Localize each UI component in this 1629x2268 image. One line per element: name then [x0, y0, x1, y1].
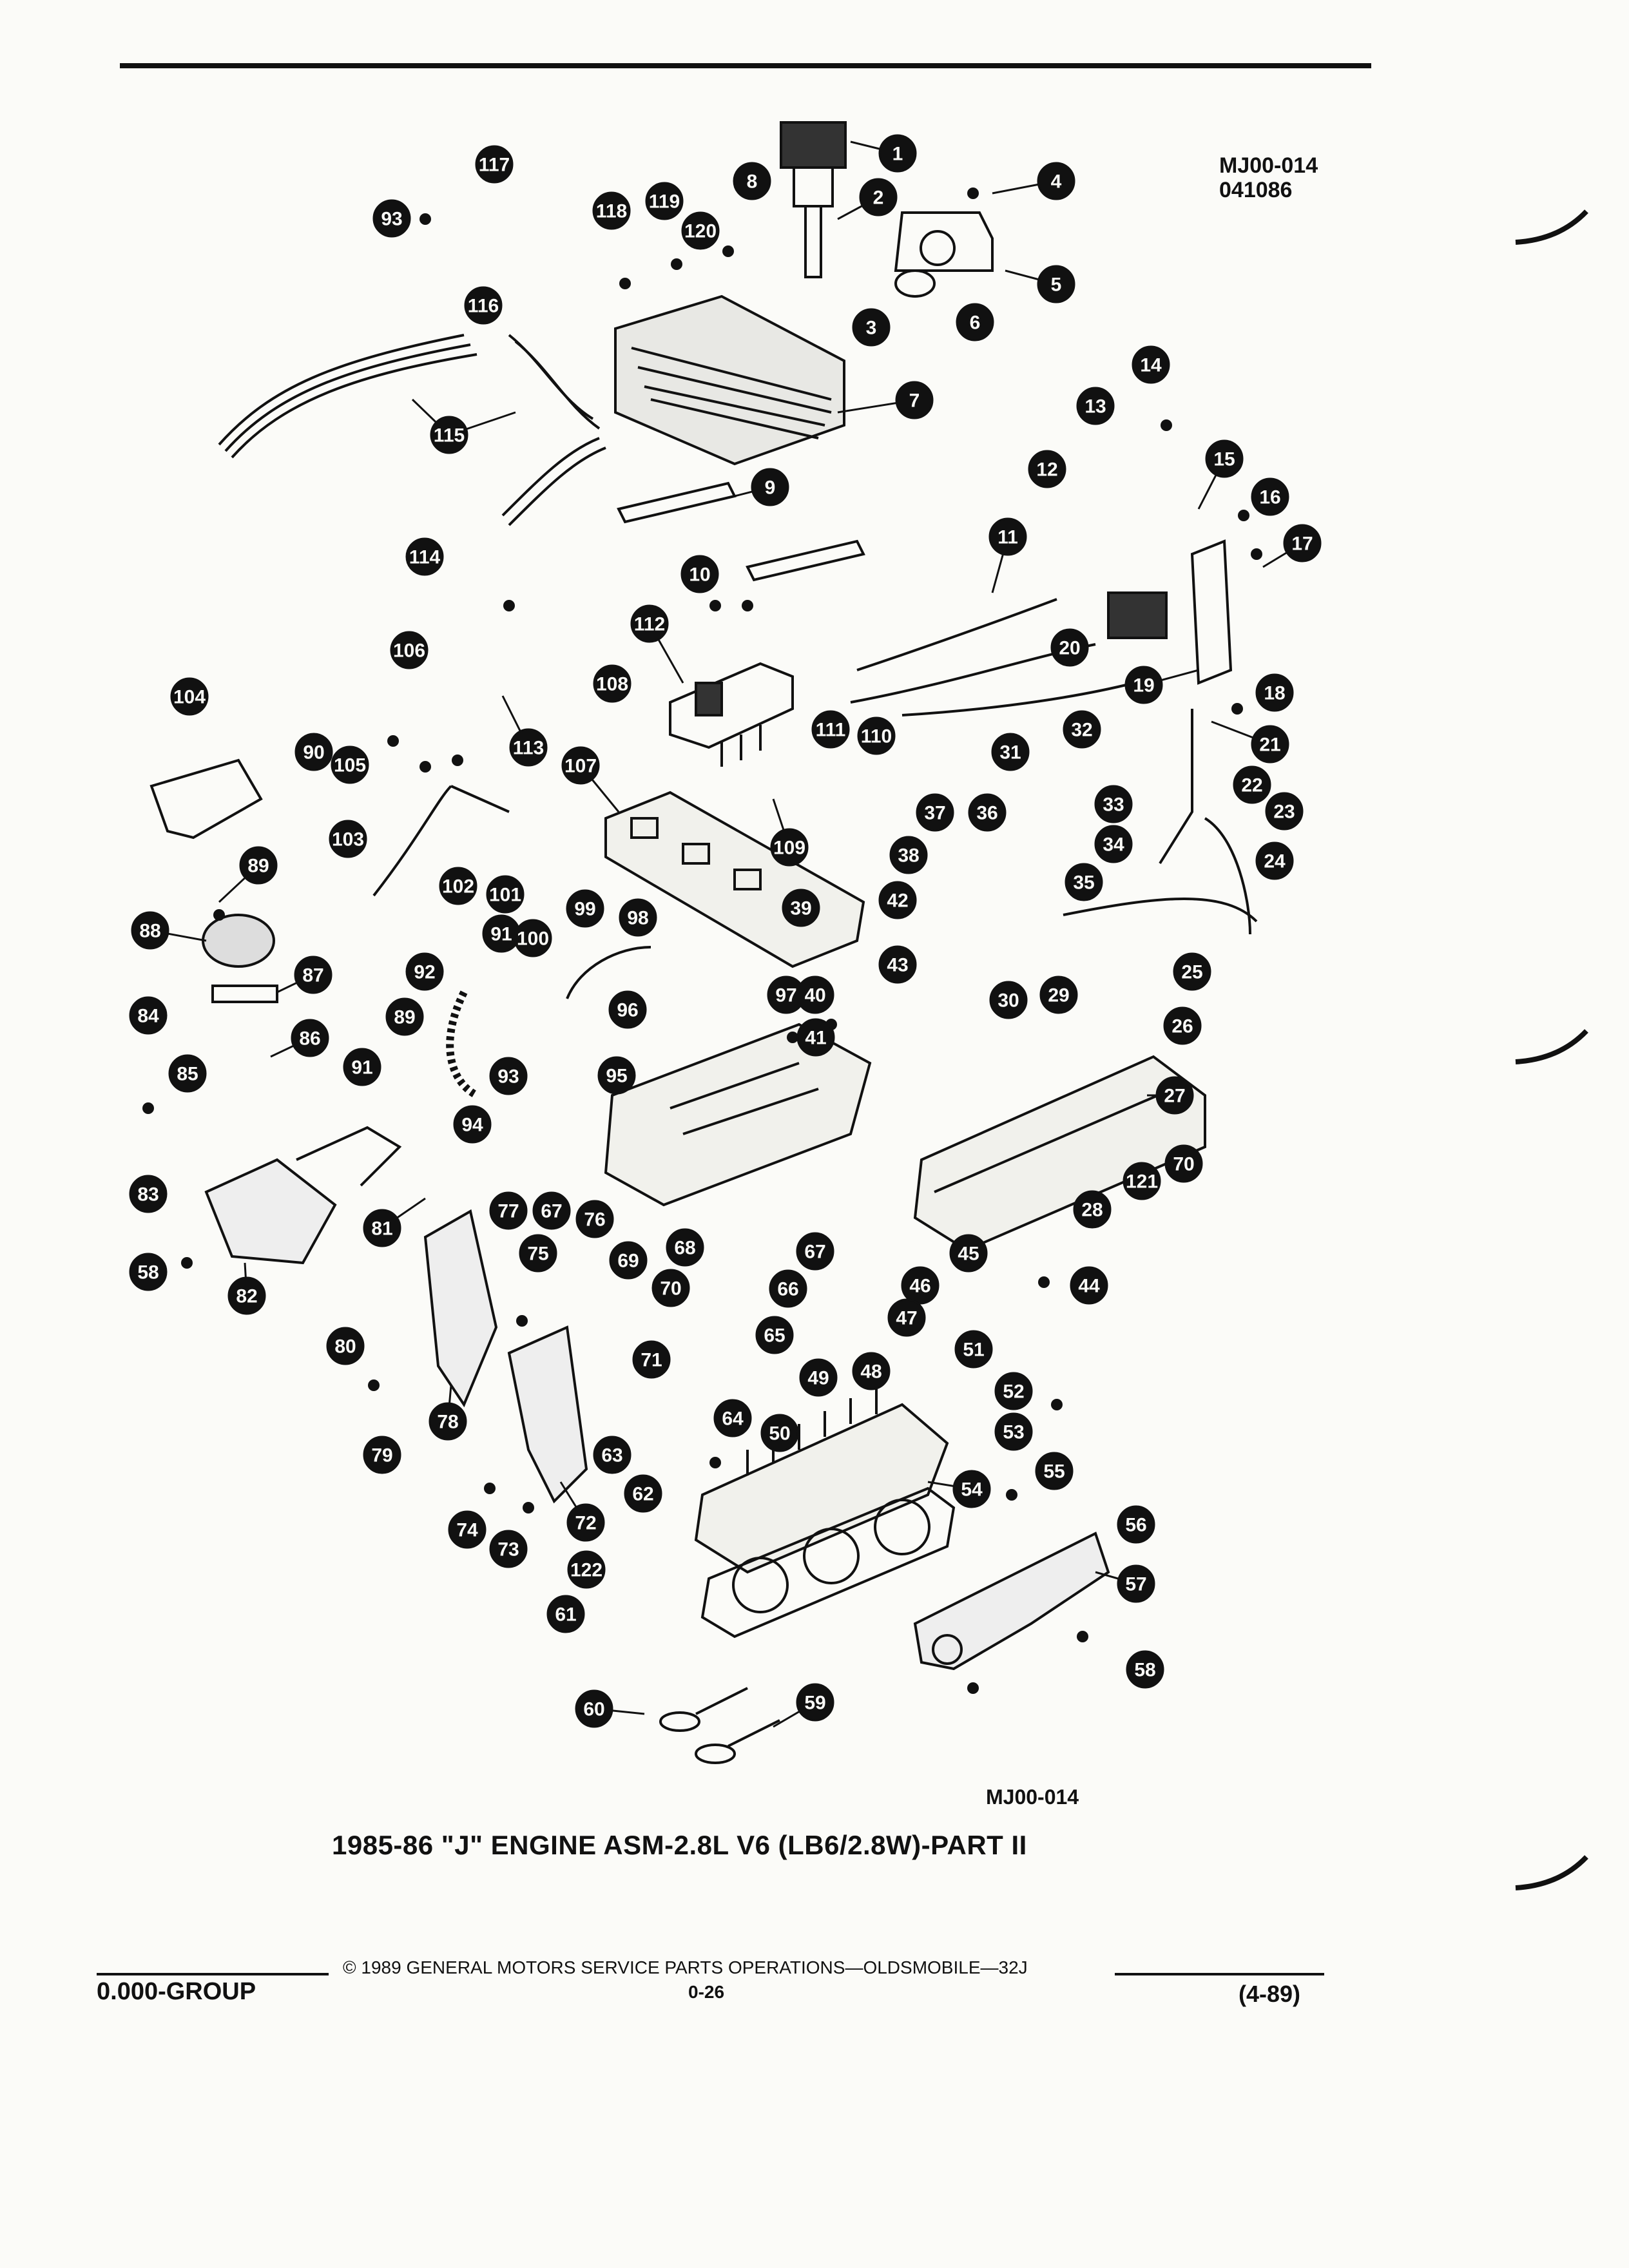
callout-label: 120: [684, 220, 717, 242]
callout-93: [490, 1058, 526, 1094]
callout-1: [880, 135, 916, 171]
callout-label: 90: [303, 742, 325, 764]
footer-rule-left: [97, 1973, 329, 1975]
callout-90: [296, 734, 332, 770]
callout-16: [1252, 479, 1288, 515]
callout-label: 61: [555, 1604, 577, 1626]
callout-label: 77: [497, 1200, 519, 1222]
callout-82: [229, 1278, 265, 1314]
lower-intake-part: [606, 1024, 870, 1205]
callout-label: 9: [764, 477, 776, 499]
bracket-center-part: [509, 1327, 586, 1501]
callout-119: [646, 183, 682, 219]
callout-34: [1095, 826, 1132, 862]
callout-5: [1038, 266, 1074, 302]
callout-29: [1041, 977, 1077, 1013]
callout-label: 55: [1043, 1461, 1065, 1483]
callout-73: [490, 1531, 526, 1567]
callout-label: 96: [617, 999, 639, 1021]
callout-103: [330, 821, 366, 857]
callout-label: 56: [1125, 1514, 1147, 1536]
callout-label: 102: [441, 876, 475, 898]
plenum-gaskets-part: [619, 483, 863, 580]
callout-label: 71: [641, 1349, 662, 1371]
callout-120: [682, 213, 718, 249]
callout-label: 94: [461, 1114, 483, 1136]
callout-label: 112: [633, 613, 666, 635]
callout-50: [762, 1415, 798, 1451]
callout-44: [1071, 1267, 1107, 1303]
callout-76: [577, 1201, 613, 1237]
callout-36: [969, 794, 1005, 831]
callout-70: [1166, 1146, 1202, 1182]
callout-label: 108: [595, 673, 629, 695]
callout-label: 95: [606, 1065, 628, 1087]
callout-6: [957, 304, 993, 340]
callout-label: 62: [632, 1483, 654, 1505]
callout-label: 42: [887, 890, 909, 912]
footer-page-number: 0-26: [688, 1982, 725, 2002]
callout-74: [449, 1512, 485, 1548]
callout-55: [1036, 1453, 1072, 1489]
callout-label: 99: [574, 898, 596, 920]
callout-78: [430, 1403, 466, 1439]
callout-label: 78: [437, 1411, 459, 1433]
callout-35: [1066, 864, 1102, 900]
callout-89: [387, 999, 423, 1035]
callout-label: 104: [173, 686, 206, 708]
callout-label: 85: [177, 1063, 198, 1085]
callout-label: 3: [865, 317, 877, 339]
callout-2: [860, 179, 896, 215]
callout-label: 21: [1259, 734, 1281, 756]
callout-18: [1257, 675, 1293, 711]
callout-30: [990, 982, 1027, 1018]
callout-107: [563, 747, 599, 783]
drawing-code: MJ00-014: [1219, 153, 1318, 178]
egr-valve-part: [203, 915, 277, 1002]
callout-12: [1029, 451, 1065, 487]
callout-label: 69: [617, 1250, 639, 1272]
callout-label: 86: [299, 1028, 321, 1050]
callout-label: 98: [627, 907, 649, 929]
callout-label: 20: [1059, 637, 1081, 659]
ignition-wires-right-part: [851, 599, 1134, 715]
callout-112: [631, 606, 668, 642]
callout-42: [880, 882, 916, 918]
callout-37: [917, 794, 953, 831]
callout-label: 24: [1264, 850, 1286, 872]
callout-label: 5: [1050, 274, 1062, 296]
callout-79: [364, 1437, 400, 1473]
callout-label: 49: [807, 1367, 829, 1389]
callout-label: 89: [394, 1006, 416, 1028]
callout-26: [1164, 1008, 1200, 1044]
callout-label: 52: [1003, 1381, 1025, 1403]
callout-102: [440, 868, 476, 904]
callout-97: [768, 977, 804, 1013]
callout-25: [1174, 954, 1210, 990]
callout-72: [568, 1504, 604, 1541]
callout-60: [576, 1691, 612, 1727]
callout-label: 74: [456, 1519, 478, 1541]
callout-label: 118: [595, 200, 628, 222]
callout-label: 6: [969, 312, 981, 334]
callout-label: 70: [660, 1278, 682, 1300]
callout-label: 113: [512, 737, 545, 759]
callout-4: [1038, 163, 1074, 199]
callout-43: [880, 947, 916, 983]
callout-label: 43: [887, 954, 909, 976]
callout-label: 67: [541, 1200, 563, 1222]
callout-label: 4: [1050, 171, 1062, 193]
callout-31: [992, 734, 1028, 770]
callout-label: 82: [236, 1285, 258, 1307]
callout-19: [1126, 667, 1162, 703]
callout-label: 109: [773, 837, 806, 859]
callout-91: [344, 1049, 380, 1085]
callout-label: 70: [1173, 1153, 1195, 1175]
callout-92: [407, 954, 443, 990]
callout-label: 122: [570, 1559, 603, 1581]
callout-label: 46: [909, 1275, 931, 1297]
callout-label: 107: [564, 755, 597, 777]
callout-116: [465, 287, 501, 323]
callout-118: [593, 193, 630, 229]
callout-label: 37: [924, 802, 946, 824]
callout-label: 27: [1164, 1085, 1186, 1107]
callout-77: [490, 1193, 526, 1229]
callout-label: 76: [584, 1209, 606, 1231]
callout-label: 11: [998, 526, 1018, 548]
callout-68: [667, 1229, 703, 1265]
throttle-body-part: [896, 213, 992, 296]
callout-69: [610, 1242, 646, 1278]
callout-label: 91: [351, 1057, 373, 1079]
callout-33: [1095, 786, 1132, 822]
callout-label: 67: [804, 1241, 826, 1263]
callout-label: 73: [497, 1539, 519, 1561]
callout-label: 116: [467, 295, 499, 317]
callout-label: 121: [1125, 1171, 1159, 1193]
callout-label: 81: [371, 1218, 393, 1240]
callout-83: [130, 1176, 166, 1212]
callout-label: 58: [1134, 1659, 1156, 1681]
callout-99: [567, 890, 603, 927]
date-code: 041086: [1219, 178, 1293, 202]
callout-85: [169, 1055, 206, 1091]
heat-shield-part: [151, 760, 261, 838]
callout-label: 51: [963, 1339, 985, 1361]
callout-111: [813, 711, 849, 747]
callout-label: 65: [764, 1325, 786, 1347]
callout-91: [483, 916, 519, 952]
callout-94: [454, 1106, 490, 1142]
callout-67: [534, 1193, 570, 1229]
callout-label: 110: [860, 726, 892, 747]
callout-label: 80: [334, 1336, 356, 1358]
callout-87: [295, 957, 331, 993]
callout-100: [515, 920, 551, 956]
callout-label: 58: [137, 1262, 159, 1283]
callout-14: [1133, 347, 1169, 383]
callout-11: [990, 519, 1026, 555]
callout-51: [956, 1331, 992, 1367]
callout-label: 87: [302, 965, 324, 986]
callout-7: [896, 382, 932, 418]
callout-80: [327, 1328, 363, 1364]
callout-45: [950, 1235, 987, 1271]
callout-41: [798, 1019, 834, 1055]
callout-label: 15: [1213, 448, 1235, 470]
callout-23: [1266, 793, 1302, 829]
callout-label: 117: [478, 154, 510, 176]
callout-label: 18: [1264, 682, 1286, 704]
callout-label: 103: [331, 829, 365, 850]
callout-64: [715, 1400, 751, 1436]
callout-label: 25: [1181, 961, 1203, 983]
callout-label: 57: [1125, 1573, 1147, 1595]
callout-52: [996, 1373, 1032, 1409]
callout-label: 14: [1140, 354, 1162, 376]
callout-label: 34: [1103, 834, 1124, 856]
callout-58: [130, 1254, 166, 1290]
bottom-drawing-code: MJ00-014: [986, 1785, 1079, 1809]
valves-part: [660, 1688, 780, 1763]
callout-label: 97: [775, 985, 797, 1006]
callout-label: 39: [790, 898, 812, 919]
callout-label: 79: [371, 1445, 393, 1466]
callout-label: 31: [999, 742, 1021, 764]
callout-89: [240, 847, 276, 883]
callout-113: [510, 729, 546, 765]
intake-manifold-part: [606, 793, 863, 966]
callout-label: 54: [961, 1479, 983, 1501]
callout-114: [407, 539, 443, 575]
callout-label: 93: [381, 208, 403, 230]
callout-label: 40: [804, 985, 826, 1006]
callout-label: 16: [1259, 486, 1281, 508]
callout-9: [752, 469, 788, 505]
callout-label: 8: [746, 171, 758, 193]
callout-96: [610, 992, 646, 1028]
callout-101: [487, 876, 523, 912]
callout-label: 89: [247, 855, 269, 877]
callout-3: [853, 309, 889, 345]
callout-label: 84: [137, 1005, 159, 1027]
callout-label: 12: [1036, 459, 1058, 481]
callout-label: 28: [1081, 1199, 1103, 1221]
callout-110: [858, 718, 894, 754]
callout-label: 36: [976, 802, 998, 824]
callout-label: 93: [497, 1066, 519, 1088]
callout-label: 17: [1291, 533, 1313, 555]
callout-70: [653, 1270, 689, 1306]
fuel-rail-part: [670, 664, 793, 767]
callout-54: [954, 1471, 990, 1507]
callout-61: [548, 1596, 584, 1632]
callout-27: [1157, 1077, 1193, 1113]
plenum-part: [615, 296, 844, 464]
callout-20: [1052, 629, 1088, 666]
callout-label: 60: [583, 1698, 605, 1720]
callout-label: 47: [896, 1307, 918, 1329]
callout-47: [889, 1300, 925, 1336]
callout-label: 50: [769, 1423, 791, 1445]
callout-label: 23: [1273, 801, 1295, 823]
callout-label: 45: [958, 1243, 979, 1265]
diagram-title: 1985-86 "J" ENGINE ASM-2.8L V6 (LB6/2.8W)-PART II: [332, 1830, 1027, 1860]
ignition-coil-part: [1108, 541, 1231, 683]
callout-56: [1118, 1506, 1154, 1542]
callout-65: [757, 1317, 793, 1353]
callout-32: [1064, 711, 1100, 747]
binder-mark-middle: [1516, 1031, 1586, 1062]
binder-mark-top: [1516, 211, 1586, 242]
callout-75: [520, 1235, 556, 1271]
callout-108: [594, 666, 630, 702]
callout-22: [1234, 767, 1270, 803]
callout-28: [1074, 1191, 1110, 1227]
callout-15: [1206, 441, 1242, 477]
callout-53: [996, 1414, 1032, 1450]
callout-label: 38: [898, 845, 920, 867]
callout-38: [891, 837, 927, 873]
callout-label: 19: [1133, 675, 1155, 697]
callout-label: 29: [1048, 985, 1070, 1006]
callout-label: 26: [1171, 1015, 1193, 1037]
callout-label: 13: [1084, 396, 1106, 418]
callout-84: [130, 997, 166, 1033]
callout-66: [770, 1271, 806, 1307]
callout-label: 63: [601, 1445, 623, 1466]
callout-67: [797, 1233, 833, 1269]
callout-label: 48: [860, 1361, 882, 1383]
callout-62: [625, 1475, 661, 1512]
callout-57: [1118, 1566, 1154, 1602]
callout-98: [620, 899, 656, 936]
callout-24: [1257, 843, 1293, 879]
callout-21: [1252, 726, 1288, 762]
footer-copyright: © 1989 GENERAL MOTORS SERVICE PARTS OPERATIONS—OLDSMOBILE—32J: [343, 1957, 1028, 1977]
callout-106: [391, 632, 427, 668]
top-rule: [120, 63, 1371, 68]
callout-label: 111: [815, 719, 846, 741]
callout-86: [292, 1020, 328, 1056]
callout-label: 83: [137, 1184, 159, 1206]
callout-label: 105: [333, 754, 367, 776]
callout-104: [171, 678, 207, 715]
callout-71: [633, 1341, 670, 1378]
callout-17: [1284, 525, 1320, 561]
callout-label: 68: [674, 1237, 696, 1259]
callout-label: 91: [490, 923, 512, 945]
callout-48: [853, 1353, 889, 1389]
callout-label: 115: [433, 425, 465, 447]
exhaust-manifold-part: [915, 1533, 1108, 1669]
callout-label: 44: [1078, 1275, 1100, 1297]
callout-label: 1: [892, 143, 903, 165]
callout-label: 30: [998, 990, 1019, 1012]
callout-label: 33: [1103, 794, 1124, 816]
callout-8: [734, 163, 770, 199]
flex-hose-part: [450, 992, 477, 1095]
callout-label: 2: [872, 187, 884, 209]
callout-label: 119: [648, 191, 680, 213]
callout-95: [599, 1057, 635, 1093]
callout-39: [783, 890, 819, 926]
callout-label: 88: [139, 920, 161, 942]
callout-115: [431, 417, 467, 453]
callout-label: 7: [909, 390, 920, 412]
callout-label: 22: [1241, 774, 1263, 796]
footer-revision: (4-89): [1239, 1981, 1301, 2007]
footer-rule-right: [1115, 1973, 1324, 1975]
bracket-left-part: [425, 1211, 496, 1405]
callout-122: [568, 1552, 604, 1588]
callout-88: [132, 912, 168, 948]
callout-label: 75: [527, 1243, 549, 1265]
callout-13: [1077, 388, 1113, 424]
distributor-part: [781, 122, 845, 277]
footer-group: 0.000-GROUP: [97, 1978, 256, 2005]
callout-49: [800, 1360, 836, 1396]
callout-label: 66: [777, 1278, 799, 1300]
callout-10: [682, 556, 718, 592]
callout-label: 92: [414, 961, 436, 983]
callout-label: 59: [804, 1692, 826, 1714]
callout-117: [476, 146, 512, 182]
callout-label: 35: [1073, 872, 1095, 894]
callout-93: [374, 200, 410, 236]
callout-81: [364, 1210, 400, 1246]
callout-58: [1127, 1651, 1163, 1687]
callout-46: [902, 1267, 938, 1303]
callout-label: 100: [516, 928, 550, 950]
callout-label: 41: [805, 1027, 827, 1049]
callout-label: 53: [1003, 1421, 1025, 1443]
callout-63: [594, 1437, 630, 1473]
binder-mark-bottom: [1516, 1857, 1586, 1888]
callout-label: 114: [409, 546, 441, 568]
callout-105: [332, 747, 368, 783]
spark-plug-wires-part: [219, 335, 606, 525]
callout-label: 64: [722, 1408, 744, 1430]
callout-label: 106: [392, 640, 426, 662]
callout-109: [771, 829, 807, 865]
callout-label: 72: [575, 1512, 597, 1534]
callout-59: [797, 1684, 833, 1720]
callout-label: 32: [1071, 719, 1093, 741]
callout-label: 101: [488, 884, 522, 906]
callout-121: [1124, 1163, 1160, 1199]
callout-label: 10: [689, 564, 711, 586]
